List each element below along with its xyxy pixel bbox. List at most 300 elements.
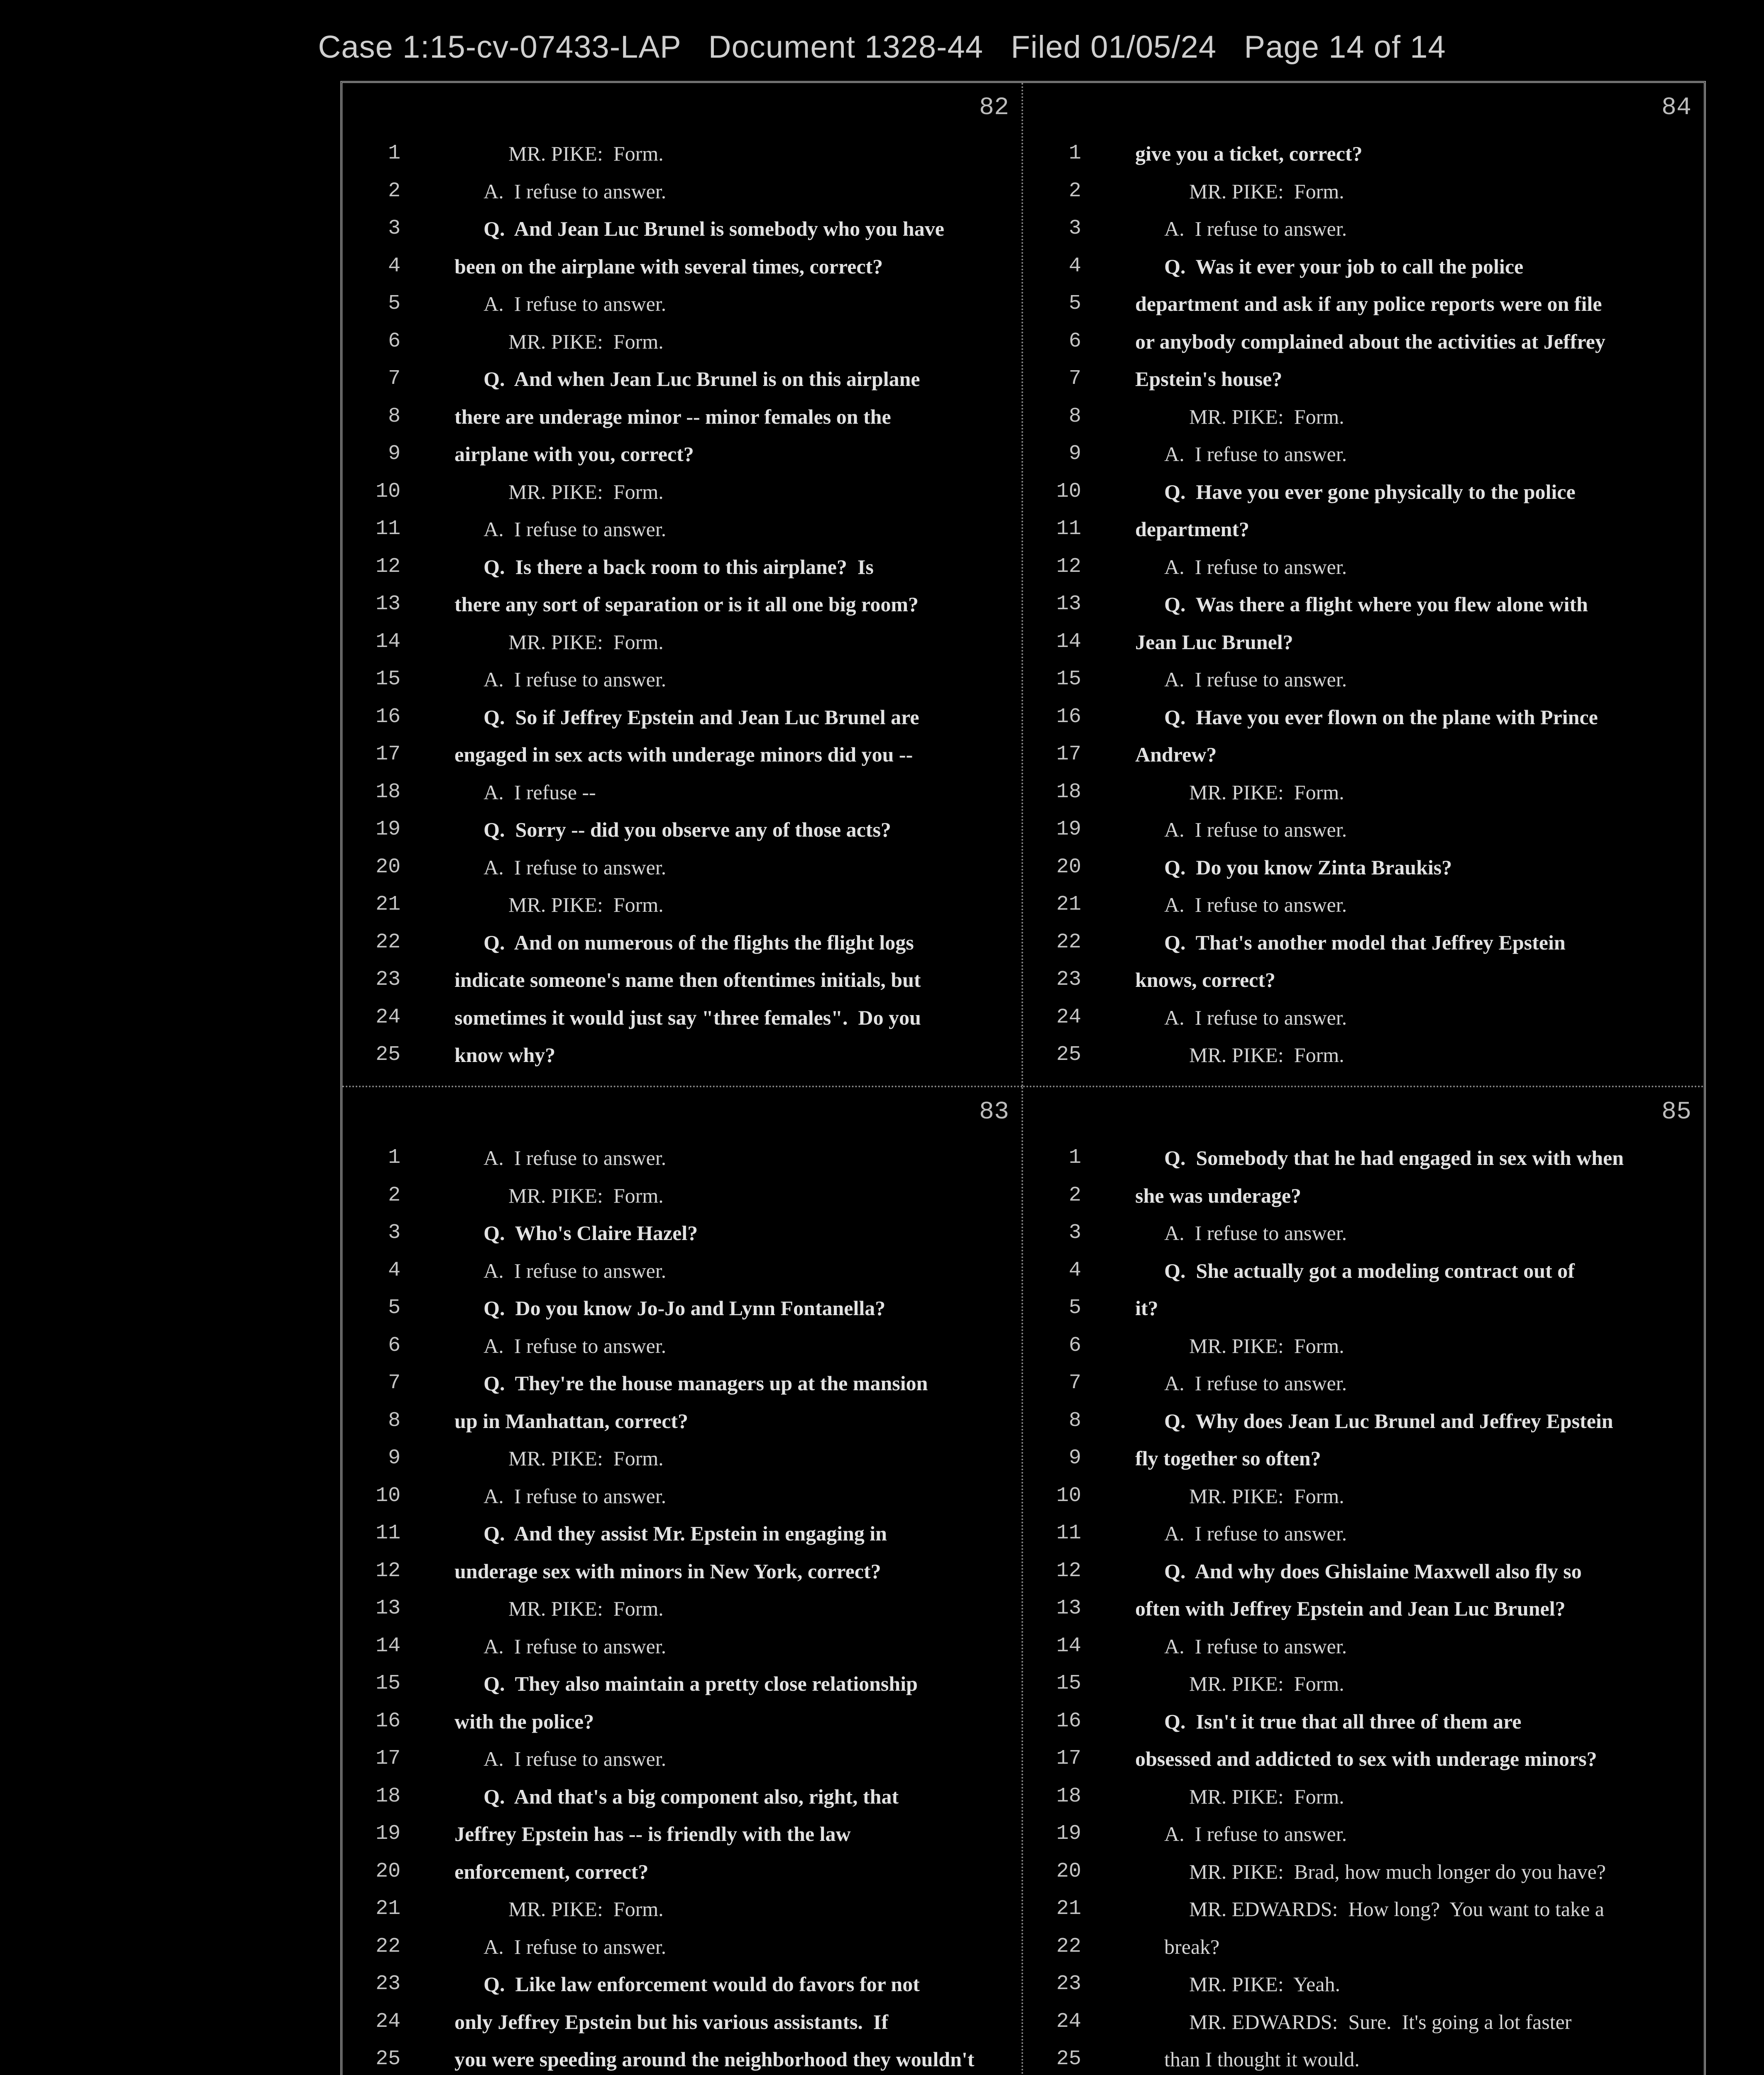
line-number: 22 — [375, 930, 401, 954]
line-number: 12 — [1056, 1559, 1081, 1583]
line-text: MR. PIKE: Form. — [1189, 1043, 1344, 1067]
transcript-line — [1023, 1515, 1704, 1553]
transcript-line — [1023, 1665, 1704, 1703]
line-number: 1 — [388, 1146, 401, 1169]
transcript-line — [342, 548, 1021, 586]
line-text: Q. She actually got a modeling contract out of — [1164, 1259, 1575, 1282]
transcript-line — [1023, 1928, 1704, 1966]
line-text: sometimes it would just say "three females". Do you — [454, 1006, 921, 1029]
line-text: Q. Do you know Jo-Jo and Lynn Fontanella? — [484, 1296, 886, 1320]
line-number: 6 — [388, 329, 401, 353]
line-text: MR. EDWARDS: Sure. It's going a lot faster — [1189, 2010, 1572, 2034]
line-number: 3 — [388, 217, 401, 240]
line-number: 16 — [1056, 705, 1081, 729]
transcript-line — [1023, 1590, 1704, 1628]
transcript-line — [342, 285, 1021, 323]
line-number: 1 — [1068, 142, 1081, 165]
line-number: 16 — [375, 1709, 401, 1733]
line-text: there are underage minor -- minor females on the — [454, 405, 891, 428]
line-number: 4 — [388, 1258, 401, 1282]
transcript-line — [342, 323, 1021, 361]
case-header: Case 1:15-cv-07433-LAP Document 1328-44 Filed 01/05/24 Page 14 of 14 — [318, 29, 1446, 65]
transcript-line — [1023, 548, 1704, 586]
line-text: engaged in sex acts with underage minors did you -- — [454, 743, 913, 766]
transcript-line — [342, 886, 1021, 924]
line-number: 13 — [1056, 1597, 1081, 1620]
line-number: 22 — [1056, 1934, 1081, 1958]
line-text: with the police? — [454, 1709, 594, 1733]
transcript-line — [342, 661, 1021, 698]
transcript-line — [342, 999, 1021, 1037]
transcript-line — [1023, 1628, 1704, 1665]
transcript-line — [1023, 698, 1704, 736]
line-text: Q. Who's Claire Hazel? — [484, 1221, 698, 1245]
transcript-line — [342, 360, 1021, 398]
transcript-line — [1023, 1890, 1704, 1928]
transcript-line — [1023, 248, 1704, 286]
line-number: 15 — [375, 1672, 401, 1695]
line-text: Q. That's another model that Jeffrey Epstein — [1164, 930, 1566, 954]
line-text: Q. They also maintain a pretty close relationship — [484, 1672, 918, 1695]
line-text: A. I refuse to answer. — [484, 1259, 667, 1282]
transcript-page-83 — [342, 1087, 1023, 2075]
line-text: A. I refuse to answer. — [1164, 1372, 1347, 1395]
line-text: Jeffrey Epstein has -- is friendly with the law — [454, 1822, 851, 1846]
line-text: you were speeding around the neighborhood they wouldn't — [454, 2048, 975, 2071]
line-number: 3 — [388, 1221, 401, 1245]
page-number: 85 — [1661, 1098, 1691, 1126]
transcript-line — [342, 1139, 1021, 1177]
transcript-grid — [340, 81, 1706, 2075]
line-text: Q. Have you ever flown on the plane with Prince — [1164, 705, 1598, 729]
line-number: 25 — [375, 2047, 401, 2071]
line-text: A. I refuse to answer. — [1164, 1221, 1347, 1245]
line-text: A. I refuse to answer. — [484, 518, 667, 541]
line-text: fly together so often? — [1135, 1447, 1321, 1470]
line-text: airplane with you, correct? — [454, 442, 694, 466]
page-number: 84 — [1661, 94, 1691, 122]
line-text: than I thought it would. — [1164, 2048, 1360, 2071]
transcript-line — [1023, 811, 1704, 849]
line-number: 24 — [1056, 1005, 1081, 1029]
line-number: 16 — [375, 705, 401, 729]
line-text: MR. PIKE: Form. — [1189, 405, 1344, 428]
line-number: 25 — [1056, 1043, 1081, 1067]
line-number: 10 — [375, 1484, 401, 1508]
line-text: MR. PIKE: Form. — [508, 1897, 664, 1921]
line-text: Q. And when Jean Luc Brunel is on this airplane — [484, 367, 920, 391]
transcript-line — [342, 1036, 1021, 1074]
line-text: knows, correct? — [1135, 968, 1275, 991]
transcript-line — [1023, 473, 1704, 511]
transcript-line — [342, 248, 1021, 286]
line-text: MR. PIKE: Form. — [1189, 1784, 1344, 1808]
line-text: MR. PIKE: Form. — [1189, 179, 1344, 203]
line-text: A. I refuse to answer. — [1164, 1522, 1347, 1545]
line-text: Epstein's house? — [1135, 367, 1283, 391]
line-text: often with Jeffrey Epstein and Jean Luc Brunel? — [1135, 1597, 1566, 1620]
line-text: MR. PIKE: Form. — [508, 1447, 664, 1470]
line-number: 21 — [375, 893, 401, 916]
line-number: 17 — [1056, 742, 1081, 766]
line-number: 10 — [1056, 479, 1081, 503]
line-number: 2 — [388, 179, 401, 203]
line-text: A. I refuse to answer. — [1164, 893, 1347, 916]
line-number: 9 — [388, 1446, 401, 1470]
line-number: 20 — [375, 1859, 401, 1883]
line-number: 3 — [1068, 1221, 1081, 1245]
line-text: MR. PIKE: Form. — [508, 893, 664, 916]
line-number: 7 — [1068, 367, 1081, 391]
line-text: Q. Do you know Zinta Braukis? — [1164, 855, 1452, 879]
line-number: 23 — [375, 968, 401, 991]
transcript-line — [1023, 398, 1704, 436]
transcript-line — [342, 1590, 1021, 1628]
line-text: A. I refuse to answer. — [484, 179, 667, 203]
transcript-line — [342, 1515, 1021, 1553]
line-text: only Jeffrey Epstein but his various assistants. If — [454, 2010, 889, 2034]
line-number: 18 — [375, 1784, 401, 1808]
line-text: MR. PIKE: Yeah. — [1189, 1972, 1340, 1996]
line-number: 6 — [1068, 1333, 1081, 1357]
transcript-line — [342, 698, 1021, 736]
line-text: been on the airplane with several times, correct? — [454, 254, 883, 278]
transcript-line — [342, 1477, 1021, 1515]
transcript-line — [1023, 1703, 1704, 1741]
line-number: 13 — [375, 592, 401, 616]
line-number: 1 — [388, 142, 401, 165]
transcript-line — [1023, 849, 1704, 886]
line-text: MR. PIKE: Form. — [1189, 780, 1344, 804]
transcript-line — [1023, 285, 1704, 323]
line-number: 15 — [375, 667, 401, 691]
line-text: Q. Was it ever your job to call the police — [1164, 254, 1524, 278]
line-text: break? — [1164, 1935, 1220, 1958]
page-number: 82 — [979, 94, 1009, 122]
transcript-line — [1023, 1815, 1704, 1853]
transcript-line — [1023, 210, 1704, 248]
line-text: Q. Is there a back room to this airplane? Is — [484, 555, 874, 579]
line-number: 22 — [1056, 930, 1081, 954]
transcript-line — [342, 2041, 1021, 2075]
transcript-line — [1023, 961, 1704, 999]
line-number: 20 — [375, 855, 401, 879]
line-text: obsessed and addicted to sex with underage minors? — [1135, 1747, 1597, 1770]
transcript-line — [1023, 736, 1704, 774]
line-number: 1 — [1068, 1146, 1081, 1169]
transcript-line — [1023, 661, 1704, 698]
line-text: Q. They're the house managers up at the mansion — [484, 1372, 928, 1395]
line-number: 9 — [1068, 442, 1081, 466]
line-number: 7 — [388, 367, 401, 391]
line-number: 4 — [1068, 254, 1081, 278]
line-text: A. I refuse to answer. — [1164, 442, 1347, 466]
transcript-line — [1023, 924, 1704, 962]
line-number: 24 — [375, 1005, 401, 1029]
transcript-line — [342, 398, 1021, 436]
line-list — [342, 135, 1021, 1074]
line-number: 19 — [1056, 818, 1081, 841]
transcript-line — [342, 1778, 1021, 1816]
transcript-line — [342, 1553, 1021, 1590]
line-number: 6 — [388, 1333, 401, 1357]
line-number: 2 — [1068, 179, 1081, 203]
line-text: she was underage? — [1135, 1184, 1302, 1207]
transcript-line — [1023, 1477, 1704, 1515]
line-text: Q. And on numerous of the flights the flight logs — [484, 930, 914, 954]
line-number: 14 — [1056, 1634, 1081, 1658]
line-number: 8 — [388, 1409, 401, 1433]
line-number: 9 — [388, 442, 401, 466]
transcript-line — [342, 1214, 1021, 1252]
line-text: there any sort of separation or is it all one big room? — [454, 593, 919, 616]
line-text: A. I refuse to answer. — [484, 1634, 667, 1658]
line-number: 4 — [388, 254, 401, 278]
line-number: 20 — [1056, 855, 1081, 879]
line-text: A. I refuse to answer. — [484, 855, 667, 879]
transcript-line — [1023, 1289, 1704, 1327]
transcript-line — [342, 1740, 1021, 1778]
line-text: Q. Was there a flight where you flew alone with — [1164, 593, 1588, 616]
transcript-line — [1023, 1252, 1704, 1290]
line-number: 25 — [375, 1043, 401, 1067]
line-text: Q. Isn't it true that all three of them are — [1164, 1709, 1522, 1733]
line-list — [1023, 135, 1704, 1074]
transcript-line — [342, 924, 1021, 962]
transcript-line — [1023, 1853, 1704, 1891]
transcript-line — [1023, 1327, 1704, 1365]
line-number: 8 — [388, 404, 401, 428]
transcript-line — [1023, 2041, 1704, 2075]
line-number: 21 — [375, 1897, 401, 1921]
line-number: 23 — [1056, 968, 1081, 991]
line-text: it? — [1135, 1296, 1158, 1320]
transcript-line — [1023, 2003, 1704, 2041]
transcript-line — [342, 1177, 1021, 1215]
transcript-line — [1023, 1036, 1704, 1074]
transcript-line — [342, 473, 1021, 511]
transcript-line — [342, 1928, 1021, 1966]
line-number: 11 — [375, 517, 401, 541]
transcript-line — [342, 435, 1021, 473]
line-text: Q. Sorry -- did you observe any of those acts? — [484, 818, 891, 841]
transcript-line — [1023, 623, 1704, 661]
line-number: 12 — [375, 554, 401, 579]
line-text: Q. Like law enforcement would do favors for not — [484, 1972, 920, 1996]
line-number: 19 — [1056, 1822, 1081, 1846]
line-text: Q. Have you ever gone physically to the police — [1164, 480, 1576, 503]
line-text: A. I refuse to answer. — [484, 1334, 667, 1357]
line-text: department? — [1135, 518, 1249, 541]
line-text: MR. PIKE: Form. — [508, 480, 664, 503]
line-text: A. I refuse to answer. — [484, 1747, 667, 1770]
line-number: 17 — [375, 1747, 401, 1770]
line-text: MR. PIKE: Form. — [508, 630, 664, 654]
line-number: 13 — [1056, 592, 1081, 616]
transcript-line — [1023, 1440, 1704, 1477]
transcript-line — [342, 849, 1021, 886]
transcript-line — [342, 811, 1021, 849]
transcript-line — [1023, 1965, 1704, 2003]
line-text: A. I refuse to answer. — [1164, 1006, 1347, 1029]
line-number: 6 — [1068, 329, 1081, 353]
line-text: department and ask if any police reports were on file — [1135, 292, 1602, 315]
line-number: 24 — [375, 2009, 401, 2034]
line-text: A. I refuse to answer. — [1164, 818, 1347, 841]
line-text: MR. PIKE: Form. — [1189, 1334, 1344, 1357]
line-number: 23 — [1056, 1972, 1081, 1996]
line-text: Q. Why does Jean Luc Brunel and Jeffrey Epstein — [1164, 1409, 1613, 1433]
line-text: Q. So if Jeffrey Epstein and Jean Luc Brunel are — [484, 705, 919, 729]
line-number: 10 — [1056, 1484, 1081, 1508]
line-number: 18 — [375, 780, 401, 804]
transcript-page-84 — [1023, 83, 1704, 1087]
line-text: A. I refuse to answer. — [484, 292, 667, 315]
line-text: A. I refuse to answer. — [484, 1484, 667, 1508]
line-number: 18 — [1056, 780, 1081, 804]
line-text: A. I refuse to answer. — [484, 1935, 667, 1958]
line-number: 14 — [375, 1634, 401, 1658]
line-text: enforcement, correct? — [454, 1860, 649, 1883]
transcript-line — [1023, 135, 1704, 173]
transcript-line — [1023, 1553, 1704, 1590]
line-number: 12 — [1056, 554, 1081, 579]
line-text: MR. PIKE: Form. — [508, 142, 664, 165]
line-number: 4 — [1068, 1258, 1081, 1282]
transcript-page-85 — [1023, 1087, 1704, 2075]
line-number: 19 — [375, 1822, 401, 1846]
line-text: Q. Somebody that he had engaged in sex with when — [1164, 1146, 1624, 1169]
line-list — [1023, 1139, 1704, 2075]
line-number: 12 — [375, 1559, 401, 1583]
line-text: A. I refuse to answer. — [484, 1146, 667, 1169]
transcript-line — [1023, 323, 1704, 361]
line-text: MR. PIKE: Form. — [1189, 1484, 1344, 1508]
line-number: 14 — [1056, 630, 1081, 654]
line-text: or anybody complained about the activities at Jeffrey — [1135, 330, 1605, 353]
line-number: 21 — [1056, 893, 1081, 916]
line-number: 5 — [1068, 1296, 1081, 1320]
line-text: Q. And that's a big component also, right, that — [484, 1784, 899, 1808]
transcript-line — [1023, 1177, 1704, 1215]
line-number: 8 — [1068, 1409, 1081, 1433]
transcript-line — [1023, 999, 1704, 1037]
transcript-line — [342, 774, 1021, 811]
line-text: A. I refuse to answer. — [1164, 217, 1347, 240]
transcript-line — [342, 510, 1021, 548]
line-text: A. I refuse to answer. — [1164, 555, 1347, 579]
transcript-line — [1023, 1402, 1704, 1440]
line-text: MR. PIKE: Form. — [508, 330, 664, 353]
line-number: 2 — [1068, 1183, 1081, 1207]
transcript-line — [342, 1665, 1021, 1703]
transcript-line — [342, 1965, 1021, 2003]
line-number: 5 — [388, 1296, 401, 1320]
transcript-line — [342, 2003, 1021, 2041]
line-text: MR. PIKE: Brad, how much longer do you have? — [1189, 1860, 1606, 1883]
line-text: A. I refuse to answer. — [484, 668, 667, 691]
transcript-line — [342, 623, 1021, 661]
line-number: 25 — [1056, 2047, 1081, 2071]
line-number: 9 — [1068, 1446, 1081, 1470]
line-number: 3 — [1068, 217, 1081, 240]
line-text: know why? — [454, 1043, 556, 1067]
transcript-line — [1023, 360, 1704, 398]
line-number: 15 — [1056, 667, 1081, 691]
transcript-line — [1023, 1365, 1704, 1402]
line-text: Q. And they assist Mr. Epstein in engaging in — [484, 1522, 887, 1545]
transcript-line — [342, 961, 1021, 999]
line-text: Q. And Jean Luc Brunel is somebody who you have — [484, 217, 944, 240]
line-number: 2 — [388, 1183, 401, 1207]
line-list — [342, 1139, 1021, 2075]
line-number: 23 — [375, 1972, 401, 1996]
line-number: 17 — [1056, 1747, 1081, 1770]
transcript-line — [1023, 1778, 1704, 1816]
line-text: Jean Luc Brunel? — [1135, 630, 1293, 654]
transcript-page-82 — [342, 83, 1023, 1087]
transcript-line — [342, 1327, 1021, 1365]
transcript-line — [342, 736, 1021, 774]
line-text: underage sex with minors in New York, correct? — [454, 1559, 881, 1583]
line-number: 7 — [1068, 1371, 1081, 1395]
transcript-line — [1023, 510, 1704, 548]
transcript-line — [342, 210, 1021, 248]
transcript-line — [1023, 435, 1704, 473]
transcript-line — [342, 1703, 1021, 1741]
transcript-line — [1023, 1740, 1704, 1778]
line-text: give you a ticket, correct? — [1135, 142, 1363, 165]
transcript-line — [1023, 586, 1704, 623]
transcript-line — [342, 1289, 1021, 1327]
line-number: 5 — [388, 292, 401, 315]
line-text: MR. PIKE: Form. — [508, 1597, 664, 1620]
line-text: Q. And why does Ghislaine Maxwell also fly so — [1164, 1559, 1582, 1583]
line-number: 24 — [1056, 2009, 1081, 2034]
transcript-line — [342, 1440, 1021, 1477]
page-number: 83 — [979, 1098, 1009, 1126]
line-text: MR. PIKE: Form. — [1189, 1672, 1344, 1695]
transcript-line — [342, 1402, 1021, 1440]
transcript-line — [1023, 173, 1704, 210]
line-number: 11 — [1056, 517, 1081, 541]
transcript-line — [342, 173, 1021, 210]
transcript-line — [1023, 1214, 1704, 1252]
line-number: 16 — [1056, 1709, 1081, 1733]
transcript-line — [1023, 1139, 1704, 1177]
transcript-line — [342, 1853, 1021, 1891]
line-number: 20 — [1056, 1859, 1081, 1883]
line-text: A. I refuse to answer. — [1164, 668, 1347, 691]
transcript-line — [342, 1628, 1021, 1665]
line-number: 19 — [375, 818, 401, 841]
transcript-line — [342, 1890, 1021, 1928]
transcript-line — [342, 1365, 1021, 1402]
line-number: 11 — [1056, 1521, 1081, 1545]
line-text: Andrew? — [1135, 743, 1217, 766]
line-number: 5 — [1068, 292, 1081, 315]
line-text: indicate someone's name then oftentimes initials, but — [454, 968, 921, 991]
line-number: 18 — [1056, 1784, 1081, 1808]
line-number: 10 — [375, 479, 401, 503]
line-number: 22 — [375, 1934, 401, 1958]
line-number: 13 — [375, 1597, 401, 1620]
transcript-line — [1023, 886, 1704, 924]
transcript-line — [342, 586, 1021, 623]
line-number: 17 — [375, 742, 401, 766]
transcript-line — [342, 1815, 1021, 1853]
line-number: 7 — [388, 1371, 401, 1395]
